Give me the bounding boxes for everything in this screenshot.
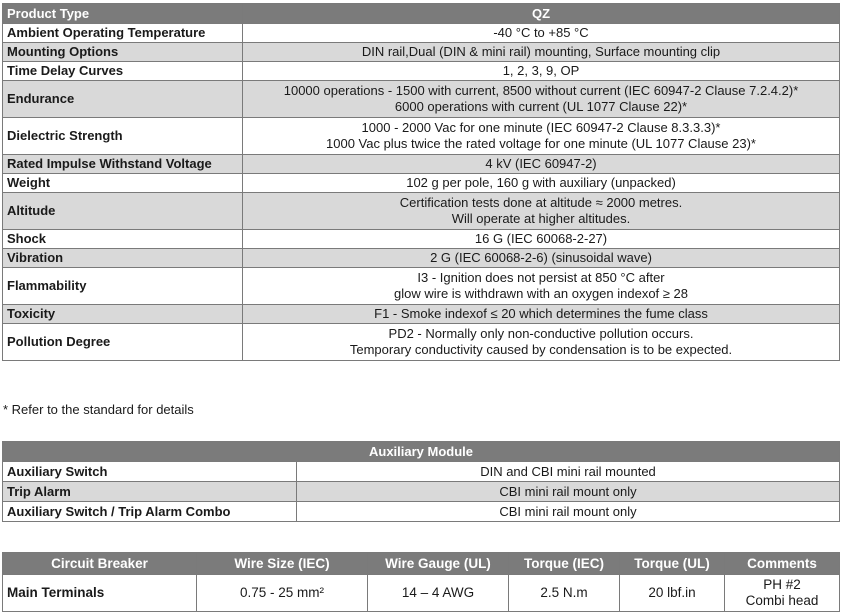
spec-value-line: 16 G (IEC 60068-2-27) bbox=[474, 231, 608, 246]
spec-row-value bbox=[243, 249, 840, 268]
spec-row-value bbox=[243, 81, 840, 118]
spec-value-line: 102 g per pole, 160 g with auxiliary (unpacked) bbox=[406, 175, 676, 190]
spec-table-body bbox=[3, 24, 840, 361]
cb-comments bbox=[725, 575, 840, 612]
aux-row bbox=[3, 482, 840, 502]
cb-header-cell: Comments bbox=[725, 553, 840, 575]
cb-header-cell: Wire Size (IEC) bbox=[197, 553, 368, 575]
spec-row-label: Ambient Operating Temperature bbox=[3, 24, 243, 43]
circuit-breaker-table bbox=[2, 552, 840, 612]
spec-row-value bbox=[243, 268, 840, 305]
spec-value-line: DIN rail,Dual (DIN & mini rail) mounting, Surface mounting clip bbox=[361, 44, 721, 59]
spec-header-product-type: Product Type bbox=[3, 4, 243, 24]
spec-row-label: Rated Impulse Withstand Voltage bbox=[3, 155, 243, 174]
spec-row bbox=[3, 118, 840, 155]
spec-row-value bbox=[243, 43, 840, 62]
spec-value-line: 1, 2, 3, 9, OP bbox=[502, 63, 580, 78]
spec-value-line: 6000 operations with current (UL 1077 Clause 22)* bbox=[394, 99, 688, 114]
cb-row-label: Main Terminals bbox=[3, 575, 197, 612]
spec-value-line: 4 kV (IEC 60947-2) bbox=[485, 156, 597, 171]
spec-row-label: Pollution Degree bbox=[3, 324, 243, 361]
spec-value-line: F1 - Smoke indexof ≤ 20 which determines the fume class bbox=[374, 306, 708, 321]
spec-row bbox=[3, 249, 840, 268]
aux-row bbox=[3, 502, 840, 522]
spec-row bbox=[3, 174, 840, 193]
spec-row-value bbox=[243, 305, 840, 324]
spec-row-value bbox=[243, 24, 840, 43]
cb-wire-size: 0.75 - 25 mm² bbox=[197, 575, 368, 612]
cb-torque-iec: 2.5 N.m bbox=[509, 575, 620, 612]
cb-header-row bbox=[3, 553, 840, 575]
spec-row-label: Flammability bbox=[3, 268, 243, 305]
aux-row-value: DIN and CBI mini rail mounted bbox=[297, 462, 840, 482]
aux-row-label: Auxiliary Switch bbox=[3, 462, 297, 482]
cb-comment-line: PH #2 bbox=[763, 577, 801, 592]
spec-row bbox=[3, 193, 840, 230]
spec-row bbox=[3, 62, 840, 81]
spec-value-line: Certification tests done at altitude ≈ 2000 metres. bbox=[399, 195, 683, 210]
spec-row bbox=[3, 155, 840, 174]
spec-row bbox=[3, 43, 840, 62]
spec-value-line: 1000 - 2000 Vac for one minute (IEC 60947-2 Clause 8.3.3.3)* bbox=[361, 120, 721, 135]
spec-value-line: 10000 operations - 1500 with current, 8500 without current (IEC 60947-2 Clause 7.2.4.2)* bbox=[283, 83, 799, 98]
spec-row-label: Shock bbox=[3, 230, 243, 249]
spec-row-value bbox=[243, 62, 840, 81]
spec-value-line: -40 °C to +85 °C bbox=[493, 25, 589, 40]
spec-row-value bbox=[243, 155, 840, 174]
aux-row-label: Trip Alarm bbox=[3, 482, 297, 502]
footnote: * Refer to the standard for details bbox=[3, 402, 194, 417]
spec-header-row bbox=[3, 4, 840, 24]
aux-row-value: CBI mini rail mount only bbox=[297, 502, 840, 522]
spec-row bbox=[3, 305, 840, 324]
spec-row-label: Toxicity bbox=[3, 305, 243, 324]
spec-row-value bbox=[243, 230, 840, 249]
spec-row-label: Mounting Options bbox=[3, 43, 243, 62]
spec-header-model: QZ bbox=[243, 4, 840, 24]
spec-row-label: Endurance bbox=[3, 81, 243, 118]
aux-header: Auxiliary Module bbox=[3, 442, 840, 462]
aux-table-body bbox=[3, 462, 840, 522]
spec-row-value bbox=[243, 118, 840, 155]
spec-value-line: PD2 - Normally only non-conductive pollution occurs. bbox=[388, 326, 694, 341]
cb-comment-line: Combi head bbox=[745, 593, 819, 608]
spec-value-line: Temporary conductivity caused by condensation is to be expected. bbox=[349, 342, 733, 357]
cb-header-cell: Torque (UL) bbox=[620, 553, 725, 575]
spec-row-value bbox=[243, 324, 840, 361]
spec-value-line: 2 G (IEC 60068-2-6) (sinusoidal wave) bbox=[430, 250, 652, 265]
spec-row bbox=[3, 81, 840, 118]
spec-value-line: I3 - Ignition does not persist at 850 °C after bbox=[417, 270, 665, 285]
spec-row bbox=[3, 24, 840, 43]
spec-row-value bbox=[243, 174, 840, 193]
spec-row-label: Time Delay Curves bbox=[3, 62, 243, 81]
auxiliary-module-table bbox=[2, 441, 840, 522]
cb-header-cell: Wire Gauge (UL) bbox=[368, 553, 509, 575]
spec-row-label: Dielectric Strength bbox=[3, 118, 243, 155]
spec-value-line: Will operate at higher altitudes. bbox=[451, 211, 631, 226]
spec-row bbox=[3, 324, 840, 361]
product-spec-table bbox=[2, 3, 840, 361]
cb-torque-ul: 20 lbf.in bbox=[620, 575, 725, 612]
spec-value-line: 1000 Vac plus twice the rated voltage for one minute (UL 1077 Clause 23)* bbox=[326, 136, 756, 151]
spec-row-label: Weight bbox=[3, 174, 243, 193]
aux-row-label: Auxiliary Switch / Trip Alarm Combo bbox=[3, 502, 297, 522]
spec-value-line: glow wire is withdrawn with an oxygen indexof ≥ 28 bbox=[393, 286, 688, 301]
cb-row-main-terminals bbox=[3, 575, 840, 612]
aux-header-row bbox=[3, 442, 840, 462]
cb-header-cell: Torque (IEC) bbox=[509, 553, 620, 575]
spec-row-label: Vibration bbox=[3, 249, 243, 268]
aux-row bbox=[3, 462, 840, 482]
aux-row-value: CBI mini rail mount only bbox=[297, 482, 840, 502]
spec-row bbox=[3, 230, 840, 249]
cb-wire-gauge: 14 – 4 AWG bbox=[368, 575, 509, 612]
spec-row-value bbox=[243, 193, 840, 230]
spec-row bbox=[3, 268, 840, 305]
cb-header-cell: Circuit Breaker bbox=[3, 553, 197, 575]
spec-row-label: Altitude bbox=[3, 193, 243, 230]
